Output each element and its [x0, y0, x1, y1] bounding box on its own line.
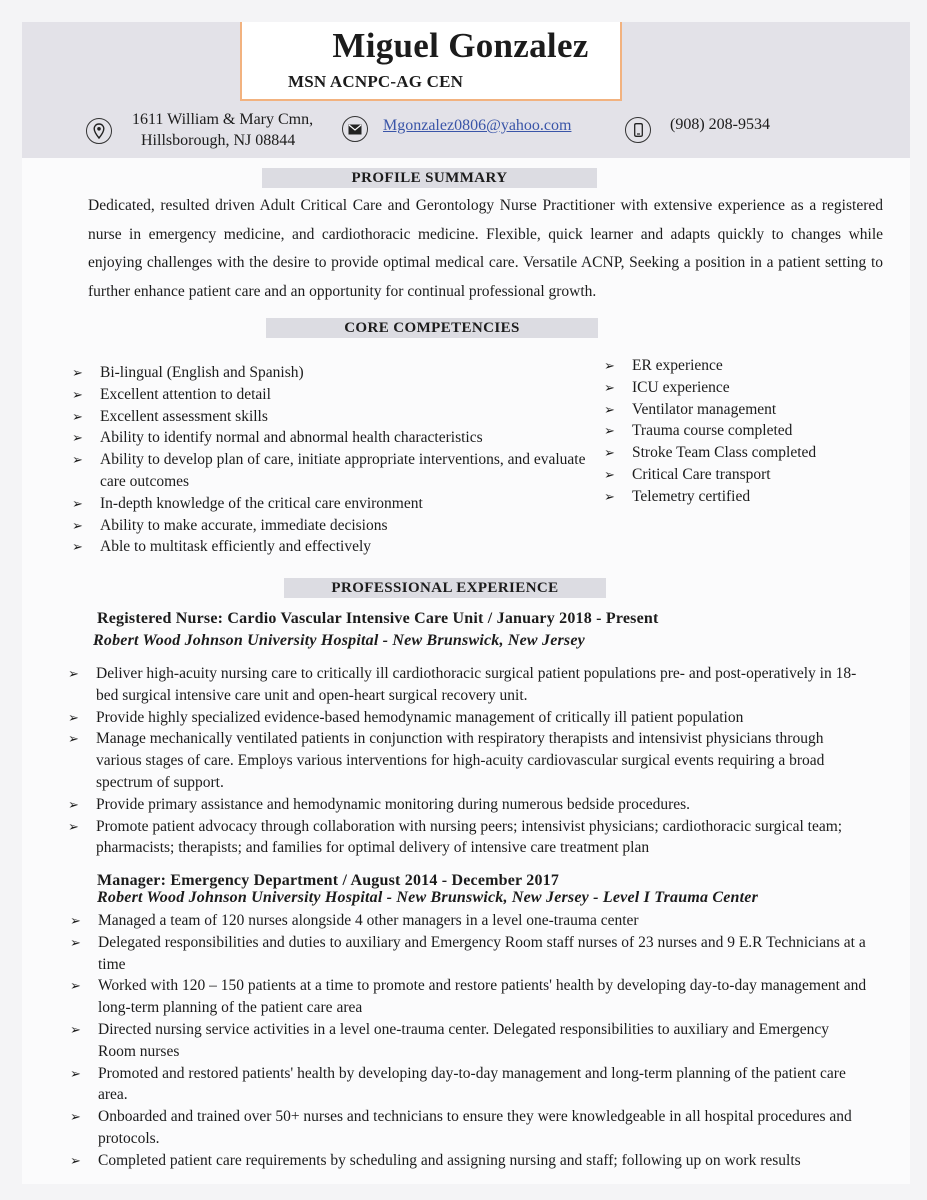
arrow-bullet-icon: ➢ — [72, 408, 83, 424]
arrow-bullet-icon: ➢ — [72, 430, 83, 446]
competency-item — [604, 355, 904, 377]
arrow-bullet-icon: ➢ — [604, 466, 615, 482]
arrow-bullet-icon: ➢ — [70, 934, 81, 950]
competency-item — [72, 449, 607, 493]
candidate-name-row — [0, 26, 927, 66]
candidate-name: Miguel Gonzalez — [332, 26, 589, 65]
arrow-bullet-icon: ➢ — [604, 401, 615, 417]
job-1-duty-text: Provide primary assistance and hemodynamic monitoring during numerous bedside procedures. — [96, 795, 691, 813]
arrow-bullet-icon: ➢ — [72, 386, 83, 402]
competency-text: Stroke Team Class completed — [632, 444, 817, 462]
phone-number: (908) 208-9534 — [670, 116, 770, 133]
arrow-bullet-icon: ➢ — [70, 1152, 81, 1168]
competency-text: Critical Care transport — [632, 465, 771, 483]
job-1-duty-item — [68, 707, 868, 729]
arrow-bullet-icon: ➢ — [68, 796, 79, 812]
job-2-duty-item — [70, 1019, 870, 1063]
job-1-duty-item — [68, 728, 868, 793]
arrow-bullet-icon: ➢ — [604, 488, 615, 504]
job-1-duty-item — [68, 816, 868, 860]
competency-item — [72, 515, 607, 537]
job-2-duty-item — [70, 1106, 870, 1150]
competency-text: In-depth knowledge of the critical care environment — [100, 494, 423, 512]
competency-item — [72, 384, 607, 406]
arrow-bullet-icon: ➢ — [70, 1109, 81, 1125]
competency-text: Ability to identify normal and abnormal health characteristics — [100, 429, 483, 447]
arrow-bullet-icon: ➢ — [70, 913, 81, 928]
arrow-bullet-icon: ➢ — [68, 818, 79, 834]
competencies-right-list — [604, 355, 904, 508]
credentials: MSN ACNPC-AG CEN — [288, 72, 464, 91]
competency-text: Telemetry certified — [632, 487, 751, 505]
job-2-title: Manager: Emergency Department / August 2014 - December 2017 — [97, 872, 560, 889]
job-1-duty-text: Promote patient advocacy through collaboration with nursing peers; intensivist physicians; cardiothoracic surgical team; pharmacists; therapists; and families for optimal delivery of intensive care treatment plan — [96, 817, 843, 857]
email-link-wrap[interactable] — [383, 115, 571, 136]
arrow-bullet-icon: ➢ — [604, 423, 615, 439]
arrow-bullet-icon: ➢ — [72, 452, 83, 468]
competency-text: Able to multitask efficiently and effectively — [100, 538, 372, 556]
competency-text: Excellent assessment skills — [100, 407, 268, 425]
competency-item — [604, 420, 904, 442]
arrow-bullet-icon: ➢ — [68, 666, 79, 681]
job-1-duty-item — [68, 663, 868, 707]
competency-item — [72, 406, 607, 428]
competency-item — [604, 377, 904, 399]
competency-item — [72, 536, 607, 558]
arrow-bullet-icon: ➢ — [72, 539, 83, 555]
job-2-duty-item — [70, 1150, 870, 1172]
competency-item — [604, 442, 904, 464]
job-1-duties-list — [68, 663, 868, 859]
phone-icon — [625, 117, 651, 143]
competency-item — [72, 493, 607, 515]
address-line-2: Hillsborough, NJ 08844 — [141, 132, 296, 149]
job-2-duty-text: Directed nursing service activities in a level one-trauma center. Delegated responsibilities to auxiliary and Emergency Room nurses — [98, 1020, 829, 1060]
competencies-left-list — [72, 362, 607, 558]
job-2-duty-item — [70, 975, 870, 1019]
competency-text: ICU experience — [632, 378, 730, 396]
competency-text: Ability to make accurate, immediate decisions — [100, 516, 388, 534]
competency-text: Ability to develop plan of care, initiate appropriate interventions, and evaluate care outcomes — [100, 451, 586, 490]
job-1-duty-item — [68, 794, 868, 816]
competency-item — [72, 427, 607, 449]
job-2-duty-item — [70, 910, 870, 932]
arrow-bullet-icon: ➢ — [70, 978, 81, 994]
arrow-bullet-icon: ➢ — [72, 517, 83, 533]
job-2-duty-text: Promoted and restored patients' health by developing day-to-day management and long-term planning of the patient care area. — [98, 1064, 846, 1104]
competency-item — [604, 486, 904, 508]
arrow-bullet-icon: ➢ — [604, 445, 615, 461]
arrow-bullet-icon: ➢ — [68, 709, 79, 725]
arrow-bullet-icon: ➢ — [604, 358, 615, 373]
competency-item — [604, 464, 904, 486]
arrow-bullet-icon: ➢ — [604, 379, 615, 395]
arrow-bullet-icon: ➢ — [70, 1021, 81, 1037]
job-1-duty-text: Provide highly specialized evidence-based hemodynamic management of critically ill patient population — [96, 708, 744, 726]
competency-item — [72, 362, 607, 384]
core-competencies-heading: CORE COMPETENCIES — [266, 318, 598, 338]
job-1-title: Registered Nurse: Cardio Vascular Intensive Care Unit / January 2018 - Present — [97, 610, 659, 627]
job-1-duty-text: Manage mechanically ventilated patients in conjunction with respiratory therapists and intensivist physicians through various stages of care. Employs various interventions for high-acuity cardiovascular surgical events requiring a broad spectrum of support. — [96, 730, 825, 791]
job-2-duty-text: Delegated responsibilities and duties to auxiliary and Emergency Room staff nurses of 23 nurses and 9 E.R Technicians at a time — [98, 933, 866, 973]
competency-text: Excellent attention to detail — [100, 385, 271, 403]
competency-text: Trauma course completed — [632, 422, 793, 440]
profile-summary-heading: PROFILE SUMMARY — [262, 168, 597, 188]
arrow-bullet-icon: ➢ — [70, 1065, 81, 1081]
email-link[interactable]: Mgonzalez0806@yahoo.com — [383, 117, 572, 134]
competency-text: ER experience — [632, 357, 723, 374]
envelope-icon — [342, 116, 368, 142]
arrow-bullet-icon: ➢ — [68, 731, 79, 747]
competency-text: Bi-lingual (English and Spanish) — [100, 364, 304, 381]
job-2-duty-item — [70, 1063, 870, 1107]
job-2-organization: Robert Wood Johnson University Hospital - New Brunswick, New Jersey - Level I Trauma Center — [97, 889, 759, 906]
competency-text: Ventilator management — [632, 400, 777, 418]
job-2-duty-text: Onboarded and trained over 50+ nurses and technicians to ensure they were knowledgeable in all hospital procedures and protocols. — [98, 1108, 852, 1147]
profile-summary-text: Dedicated, resulted driven Adult Critical Care and Gerontology Nurse Practitioner with extensive experience as a registered nurse in emergency medicine, and cardiothoracic medicine. Flexible, quick learner and adapts quickly to changes while enjoying challenges with the desire to provide optimal medical care. Versatile ACNP, Seeking a position in a patient setting to further enhance patient care and an opportunity for continual professional growth. — [88, 197, 883, 300]
job-2-duty-text: Worked with 120 – 150 patients at a time to promote and restore patients' health by developing day-to-day management and long-term planning of the patient care area — [98, 977, 867, 1017]
address — [132, 109, 313, 151]
arrow-bullet-icon: ➢ — [72, 365, 83, 380]
arrow-bullet-icon: ➢ — [72, 495, 83, 511]
professional-experience-heading: PROFESSIONAL EXPERIENCE — [284, 578, 606, 598]
address-line-1: 1611 William & Mary Cmn, — [132, 111, 314, 128]
job-1-duty-text: Deliver high-acuity nursing care to critically ill cardiothoracic surgical patient populations pre- and post-operatively in 18- bed surgical intensive care unit and open-heart surgical recovery unit. — [96, 665, 857, 704]
competency-item — [604, 399, 904, 421]
job-2-duty-text: Completed patient care requirements by scheduling and assigning nursing and staff; following up on work results — [98, 1151, 801, 1169]
location-pin-icon — [86, 118, 112, 144]
job-2-duties-list — [70, 910, 870, 1172]
job-2-duty-item — [70, 932, 870, 976]
job-1-organization: Robert Wood Johnson University Hospital - New Brunswick, New Jersey — [93, 632, 585, 649]
job-2-duty-text: Managed a team of 120 nurses alongside 4 other managers in a level one-trauma center — [98, 912, 639, 929]
